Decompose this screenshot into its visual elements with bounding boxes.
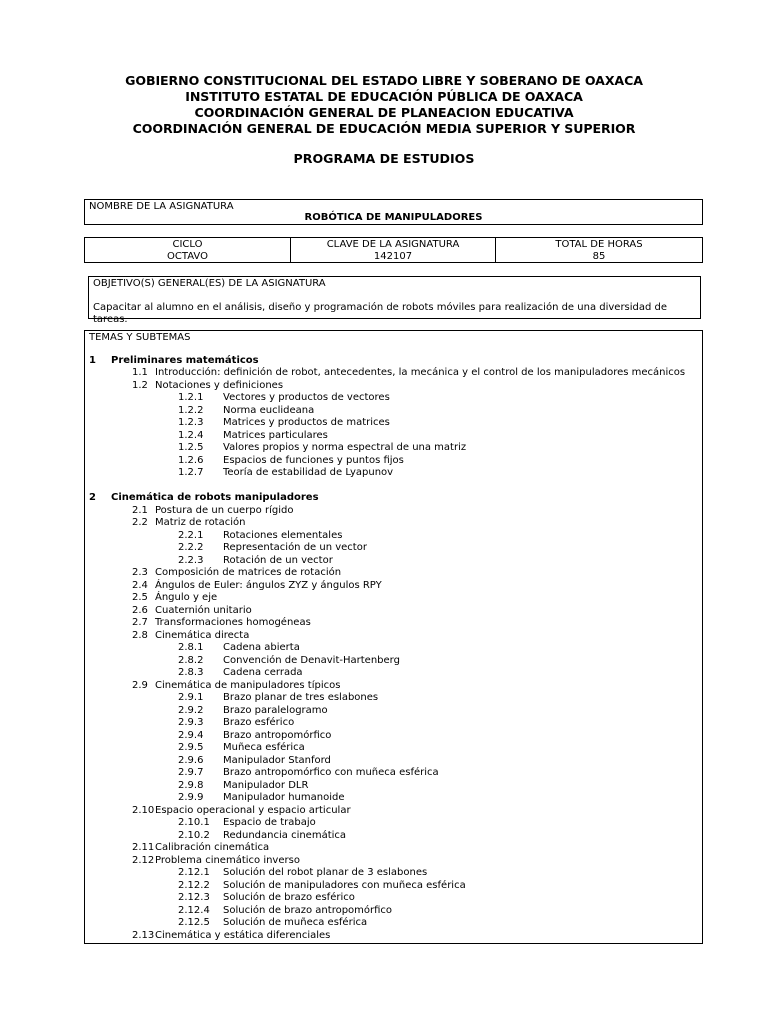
topic-row <box>85 792 702 805</box>
topic-title: Espacios de funciones y puntos fijos <box>223 454 404 466</box>
topic-title: Calibración cinemática <box>155 842 270 853</box>
topic-number: 2.3 <box>132 567 148 578</box>
topic-row <box>85 592 702 605</box>
topic-row <box>85 780 702 793</box>
topic-row <box>85 417 702 430</box>
topic-row <box>85 605 702 618</box>
topic-row <box>85 705 702 718</box>
subject-name-label: NOMBRE DE LA ASIGNATURA <box>89 201 234 212</box>
topic-row <box>85 767 702 780</box>
topic-row <box>85 405 702 418</box>
topic-number: 2.7 <box>132 617 148 628</box>
topic-row <box>85 642 702 655</box>
topic-title: Norma euclideana <box>223 404 315 416</box>
topic-title: Transformaciones homogéneas <box>155 617 311 628</box>
topic-title: Vectores y productos de vectores <box>223 392 390 403</box>
topic-title: Ángulo y eje <box>155 592 218 603</box>
topic-row <box>85 380 702 393</box>
hours-label: TOTAL DE HORAS <box>555 239 643 250</box>
topic-row <box>85 505 702 518</box>
topic-number: 1.2.5 <box>178 442 204 453</box>
topic-title: Cinemática de robots manipuladores <box>111 492 319 503</box>
topic-row <box>85 580 702 593</box>
topic-title: Redundancia cinemática <box>223 829 347 841</box>
topic-number: 2.5 <box>132 592 148 603</box>
topic-row <box>85 492 702 505</box>
topic-title: Solución de brazo esférico <box>223 892 355 903</box>
topic-title: Muñeca esférica <box>223 742 305 753</box>
topic-row <box>85 930 702 943</box>
cycle-label: CICLO <box>172 239 203 250</box>
topic-row <box>85 867 702 880</box>
topic-row <box>85 817 702 830</box>
topic-number: 2.9.6 <box>178 754 204 766</box>
topic-title: Cuaternión unitario <box>155 604 252 616</box>
topic-row <box>85 430 702 443</box>
objective-text: Capacitar al alumno en el análisis, diseño y programación de robots móviles para realización de una diversidad de tareas. <box>93 302 668 325</box>
code-cell <box>290 238 495 262</box>
topic-number: 2.9.8 <box>178 779 204 791</box>
topic-spacer <box>85 480 702 493</box>
topic-row <box>85 742 702 755</box>
topic-title: Notaciones y definiciones <box>155 379 284 391</box>
topic-title: Brazo planar de tres eslabones <box>223 692 379 703</box>
topic-row <box>85 355 702 368</box>
hours-cell <box>495 238 702 262</box>
topic-title: Ángulos de Euler: ángulos ZYZ y ángulos RPY <box>155 579 382 591</box>
topic-number: 1.2.1 <box>178 392 204 403</box>
topic-title: Solución de manipuladores con muñeca esférica <box>223 879 466 891</box>
topic-title: Composición de matrices de rotación <box>155 567 342 578</box>
hours-value: 85 <box>592 251 606 262</box>
topic-row <box>85 455 702 468</box>
topic-title: Cinemática directa <box>155 629 250 641</box>
topic-title: Matriz de rotación <box>155 517 246 528</box>
topic-number: 2.11 <box>132 842 155 853</box>
topic-number: 2.2 <box>132 517 148 528</box>
topic-title: Rotación de un vector <box>223 554 333 566</box>
topic-row <box>85 442 702 455</box>
topic-title: Cinemática de manipuladores típicos <box>155 679 341 691</box>
topic-title: Cadena cerrada <box>223 667 303 678</box>
objective-box <box>88 276 701 325</box>
topic-number: 2.12 <box>132 854 155 866</box>
topic-row <box>85 855 702 868</box>
topic-row <box>85 717 702 730</box>
topic-number: 2.9.3 <box>178 717 204 728</box>
header-line-4: COORDINACIÓN GENERAL DE EDUCACIÓN MEDIA SUPERIOR Y SUPERIOR <box>132 121 636 136</box>
topic-row <box>85 830 702 843</box>
topic-row <box>85 367 702 380</box>
header-line-2: INSTITUTO ESTATAL DE EDUCACIÓN PÚBLICA DE OAXACA <box>185 89 583 104</box>
topic-number: 2.8.1 <box>178 642 204 653</box>
topic-row <box>85 530 702 543</box>
topic-title: Manipulador DLR <box>223 779 309 791</box>
topic-title: Postura de un cuerpo rígido <box>155 504 294 516</box>
topic-number: 2.8.3 <box>178 667 204 678</box>
topic-number: 2.10 <box>132 804 155 816</box>
cycle-cell <box>85 238 290 262</box>
topic-number: 1.2.3 <box>178 417 204 428</box>
topic-row <box>85 467 702 480</box>
topic-title: Valores propios y norma espectral de una matriz <box>223 442 467 453</box>
topic-number: 1.2 <box>132 379 148 391</box>
topics-label: TEMAS Y SUBTEMAS <box>89 332 191 343</box>
topic-row <box>85 680 702 693</box>
topic-number: 2.2.3 <box>178 554 204 566</box>
topic-row <box>85 755 702 768</box>
subject-info-table <box>84 237 703 263</box>
topic-title: Cadena abierta <box>223 642 300 653</box>
topic-number: 2.12.3 <box>178 892 210 903</box>
topic-row <box>85 730 702 743</box>
code-value: 142107 <box>373 251 413 262</box>
topic-title: Matrices particulares <box>223 429 328 441</box>
objective-label: OBJETIVO(S) GENERAL(ES) DE LA ASIGNATURA <box>93 278 326 289</box>
cycle-value: OCTAVO <box>167 251 208 262</box>
topic-number: 1.1 <box>132 367 148 378</box>
topic-number: 2.9 <box>132 679 148 691</box>
topic-title: Cinemática y estática diferenciales <box>155 929 331 941</box>
topic-row <box>85 655 702 668</box>
topic-number: 2.12.1 <box>178 867 210 878</box>
subject-name-value: ROBÓTICA DE MANIPULADORES <box>304 212 483 223</box>
topic-number: 2.2.2 <box>178 542 204 553</box>
topic-number: 2.9.9 <box>178 792 204 803</box>
topic-title: Convención de Denavit-Hartenberg <box>223 654 400 666</box>
topic-title: Brazo antropomórfico con muñeca esférica <box>223 767 439 778</box>
topic-title: Manipulador humanoide <box>223 792 345 803</box>
topic-number: 2.4 <box>132 579 148 591</box>
topic-row <box>85 905 702 918</box>
topic-number: 2.2.1 <box>178 529 204 541</box>
institution-header <box>0 73 768 137</box>
topic-row <box>85 842 702 855</box>
topic-title: Brazo esférico <box>223 717 295 728</box>
topic-number: 2.10.1 <box>178 817 210 828</box>
topic-number: 2.10.2 <box>178 829 210 841</box>
topic-title: Matrices y productos de matrices <box>223 417 390 428</box>
topic-title: Rotaciones elementales <box>223 529 343 541</box>
topic-title: Brazo paralelogramo <box>223 704 328 716</box>
topic-number: 2.9.4 <box>178 729 204 741</box>
topic-row <box>85 555 702 568</box>
topic-title: Representación de un vector <box>223 542 367 553</box>
topic-number: 2.8 <box>132 629 148 641</box>
topic-number: 2.12.2 <box>178 879 210 891</box>
topic-row <box>85 630 702 643</box>
topic-title: Solución de brazo antropomórfico <box>223 904 393 916</box>
topic-number: 1.2.7 <box>178 467 204 478</box>
topic-row <box>85 567 702 580</box>
topic-number: 1.2.6 <box>178 454 204 466</box>
topic-row <box>85 892 702 905</box>
topic-row <box>85 917 702 930</box>
topic-row <box>85 667 702 680</box>
topic-row <box>85 805 702 818</box>
topic-number: 2.9.7 <box>178 767 204 778</box>
header-line-3: COORDINACIÓN GENERAL DE PLANEACION EDUCATIVA <box>194 105 574 120</box>
topics-box <box>84 330 703 944</box>
topic-number: 2.9.1 <box>178 692 204 703</box>
topic-title: Solución de muñeca esférica <box>223 917 368 928</box>
topic-row <box>85 692 702 705</box>
topic-number: 1 <box>89 354 96 366</box>
topic-number: 2 <box>89 492 96 503</box>
topic-number: 2.9.2 <box>178 704 204 716</box>
topic-title: Problema cinemático inverso <box>155 854 300 866</box>
topic-number: 2.9.5 <box>178 742 204 753</box>
topic-title: Espacio operacional y espacio articular <box>155 804 351 816</box>
topic-number: 2.1 <box>132 504 148 516</box>
topic-number: 2.13 <box>132 929 155 941</box>
subject-name-box <box>84 199 703 225</box>
topic-number: 2.12.5 <box>178 917 210 928</box>
topic-row <box>85 617 702 630</box>
topic-row <box>85 542 702 555</box>
topic-number: 2.6 <box>132 604 148 616</box>
topic-title: Manipulador Stanford <box>223 754 331 766</box>
topic-title: Brazo antropomórfico <box>223 729 332 741</box>
topic-number: 1.2.2 <box>178 404 204 416</box>
program-title: PROGRAMA DE ESTUDIOS <box>293 151 475 166</box>
topic-number: 2.12.4 <box>178 904 210 916</box>
topic-number: 2.8.2 <box>178 654 204 666</box>
topic-row <box>85 880 702 893</box>
topic-number: 1.2.4 <box>178 429 204 441</box>
topic-title: Preliminares matemáticos <box>111 354 259 366</box>
topic-row <box>85 392 702 405</box>
header-line-1: GOBIERNO CONSTITUCIONAL DEL ESTADO LIBRE Y SOBERANO DE OAXACA <box>125 73 643 88</box>
topic-title: Solución del robot planar de 3 eslabones <box>223 867 428 878</box>
topic-title: Introducción: definición de robot, antecedentes, la mecánica y el control de los manipuladores mecánicos <box>155 367 686 378</box>
topic-row <box>85 517 702 530</box>
topic-title: Teoría de estabilidad de Lyapunov <box>223 467 394 478</box>
code-label: CLAVE DE LA ASIGNATURA <box>326 239 460 250</box>
topic-title: Espacio de trabajo <box>223 817 316 828</box>
